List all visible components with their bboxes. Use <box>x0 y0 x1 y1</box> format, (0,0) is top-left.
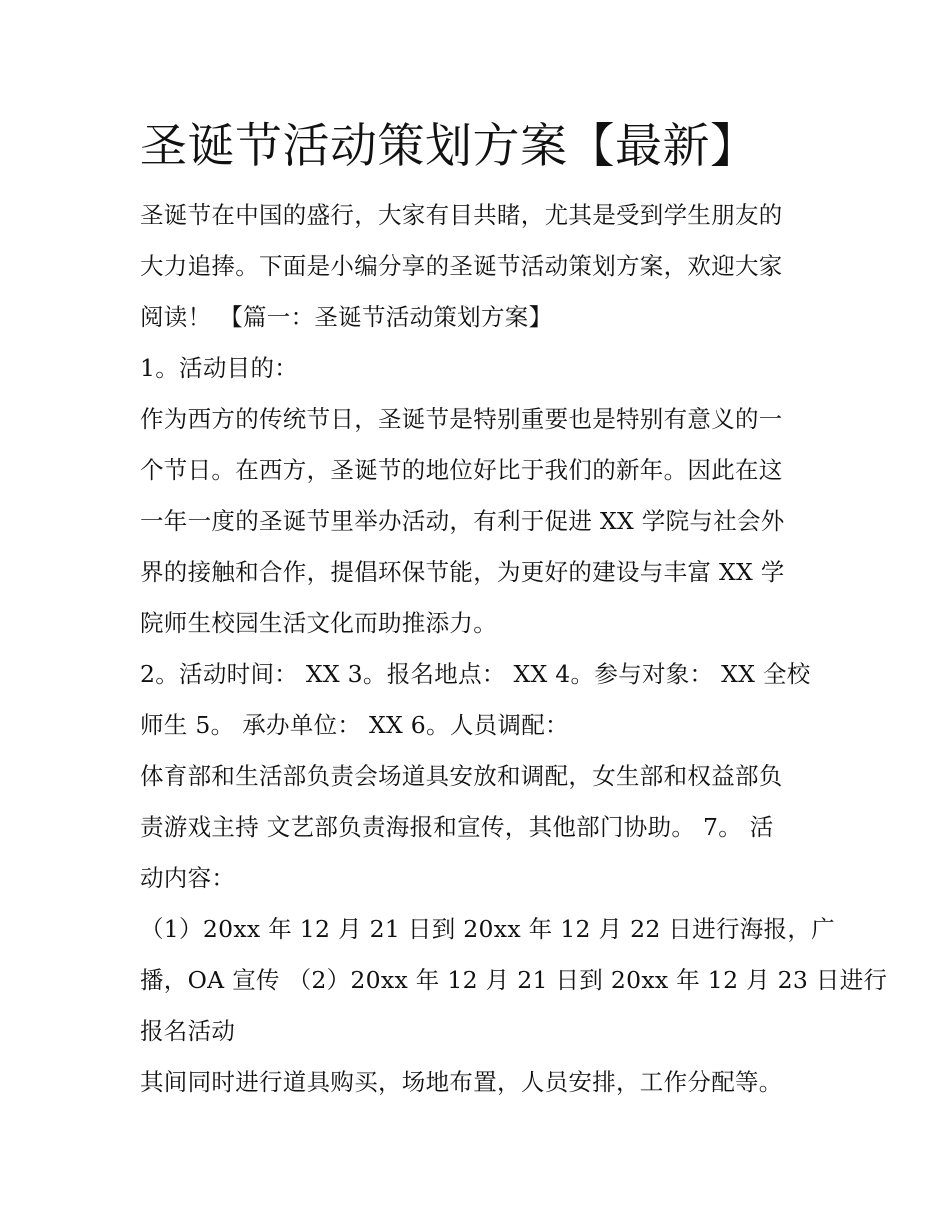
paragraph-line: 院师生校园生活文化而助推添力。 <box>140 609 497 637</box>
paragraph-line: 2。活动时间： XX 3。报名地点： XX 4。参与对象： XX 全校 <box>140 660 811 688</box>
paragraph-line: （1）20xx 年 12 月 21 日到 20xx 年 12 月 22 日进行海报，广 <box>140 915 835 943</box>
document-body <box>140 112 888 1108</box>
paragraph-line: 播，OA 宣传 （2）20xx 年 12 月 21 日到 20xx 年 12 月 23 日进行 <box>140 966 888 994</box>
paragraph-line: 大力追捧。下面是小编分享的圣诞节活动策划方案，欢迎大家 <box>140 252 783 280</box>
paragraph-line: 责游戏主持 文艺部负责海报和宣传，其他部门协助。 7。 活 <box>140 813 774 841</box>
paragraph-line: 个节日。在西方，圣诞节的地位好比于我们的新年。因此在这 <box>140 456 783 484</box>
document-title: 圣诞节活动策划方案【最新】 <box>140 119 758 174</box>
paragraph-line: 报名活动 <box>140 1017 236 1045</box>
paragraph-line: 体育部和生活部负责会场道具安放和调配，女生部和权益部负 <box>140 762 783 790</box>
paragraph-line: 师生 5。 承办单位： XX 6。人员调配： <box>140 711 569 739</box>
paragraph-line: 动内容： <box>140 864 236 892</box>
paragraph-line: 其间同时进行道具购买，场地布置，人员安排，工作分配等。 <box>140 1068 783 1096</box>
paragraph-line: 一年一度的圣诞节里举办活动，有利于促进 XX 学院与社会外 <box>140 507 785 535</box>
paragraph-line: 作为西方的传统节日，圣诞节是特别重要也是特别有意义的一 <box>140 405 783 433</box>
section-heading-purpose: 1。活动目的： <box>140 354 299 382</box>
paragraph-line: 界的接触和合作，提倡环保节能，为更好的建设与丰富 XX 学 <box>140 558 785 586</box>
paragraph-line: 圣诞节在中国的盛行，大家有目共睹，尤其是受到学生朋友的 <box>140 201 783 229</box>
paragraph-line: 阅读！ 【篇一：圣诞节活动策划方案】 <box>140 303 553 331</box>
